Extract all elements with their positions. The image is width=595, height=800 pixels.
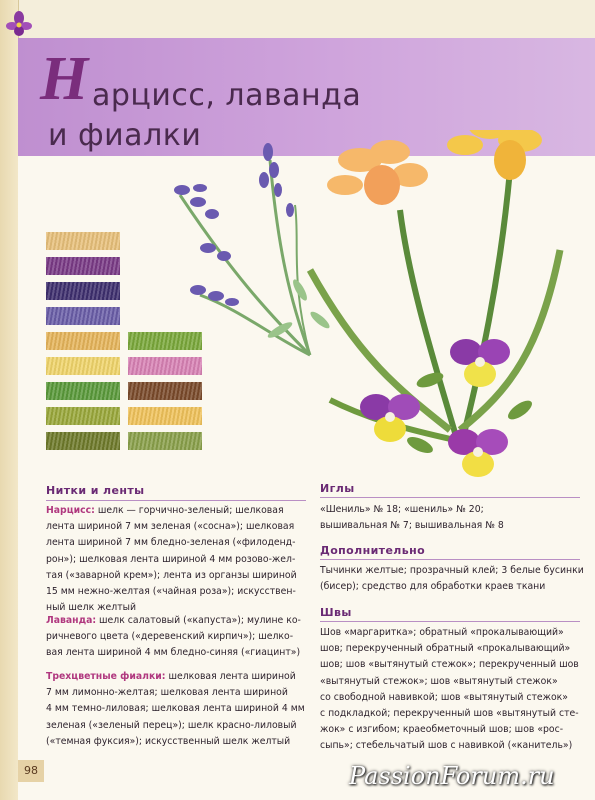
section-divider (46, 500, 306, 501)
thread-swatch (46, 357, 120, 375)
narcissus-label: Нарцисс: (46, 505, 95, 516)
section-divider (320, 559, 580, 560)
corner-flower-icon (4, 10, 34, 40)
extra-paragraph: Тычинки желтые; прозрачный клей; 3 белые бусинки (бисер); средство для обработки краев ткани (320, 565, 584, 593)
section-divider (320, 497, 580, 498)
thread-swatch (46, 332, 120, 350)
lavender-sprig-icon (174, 143, 332, 355)
stitches-heading: Швы (320, 606, 352, 619)
watermark: PassionForum.ru (349, 762, 555, 790)
extra-heading: Дополнительно (320, 544, 426, 557)
page-title-line-1: арцисс, лаванда (92, 78, 362, 113)
thread-swatch (46, 382, 120, 400)
page-gutter-strip (0, 0, 19, 800)
needles-heading: Иглы (320, 482, 355, 495)
page-title-line-2: и фиалки (48, 118, 202, 153)
thread-swatch (46, 232, 120, 250)
section-divider (320, 621, 580, 622)
thread-swatch (46, 307, 120, 325)
lavender-label: Лаванда: (46, 615, 97, 626)
thread-swatch (46, 282, 120, 300)
page-number: 98 (18, 760, 44, 782)
threads-heading: Нитки и ленты (46, 484, 145, 497)
thread-swatch (46, 407, 120, 425)
violet-label: Трехцветные фиалки: (46, 671, 166, 682)
needles-paragraph: «Шениль» № 18; «шениль» № 20; вышивальная № 7; вышивальная № 8 (320, 504, 504, 532)
embroidery-illustration (160, 130, 580, 500)
stitches-paragraph: Шов «маргаритка»; обратный «прокалывающий» шов; перекрученный обратный «прокалывающий» шов; шов «вытянутый стежок»; перекрученный шов «вытянутый стежок»; шов «вытянутый стежок» со свободной навивкой; шов «вытянутый стежок» с подкладкой; перекрученный шов «вытянутый сте- жок» с изгибом; краеобметочный шов; шов «рос- сыпь»; стебельчатый шов с навивкой («канитель») (320, 627, 579, 752)
thread-swatch (46, 257, 120, 275)
lavender-paragraph: Лаванда: шелк салатовый («капуста»); мулине ко- ричневого цвета («деревенский кирпич»); шелко- вая лента шириной 4 мм бледно-синяя («гиацинт») (46, 615, 301, 659)
violet-paragraph: Трехцветные фиалки: шелковая лента шириной 7 мм лимонно-желтая; шелковая лента шириной 4 мм темно-лиловая; шелковая лента шириной 4 мм зеленая («зеленый перец»); шелк красно-лиловый («темная фуксия»); искусственный шелк желтый (46, 671, 305, 747)
narcissus-paragraph: Нарцисс: шелк — горчично-зеленый; шелковая лента шириной 7 мм зеленая («сосна»); шелковая лента шириной 7 мм бледно-зеленая («филоденд- рон»); шелковая лента шириной 4 мм розово-жел- тая («заварной крем»); лента из органзы шириной 15 мм нежно-желтая («чайная роза»); искусствен- ный шелк желтый (46, 505, 297, 614)
title-initial: Н (40, 45, 89, 113)
